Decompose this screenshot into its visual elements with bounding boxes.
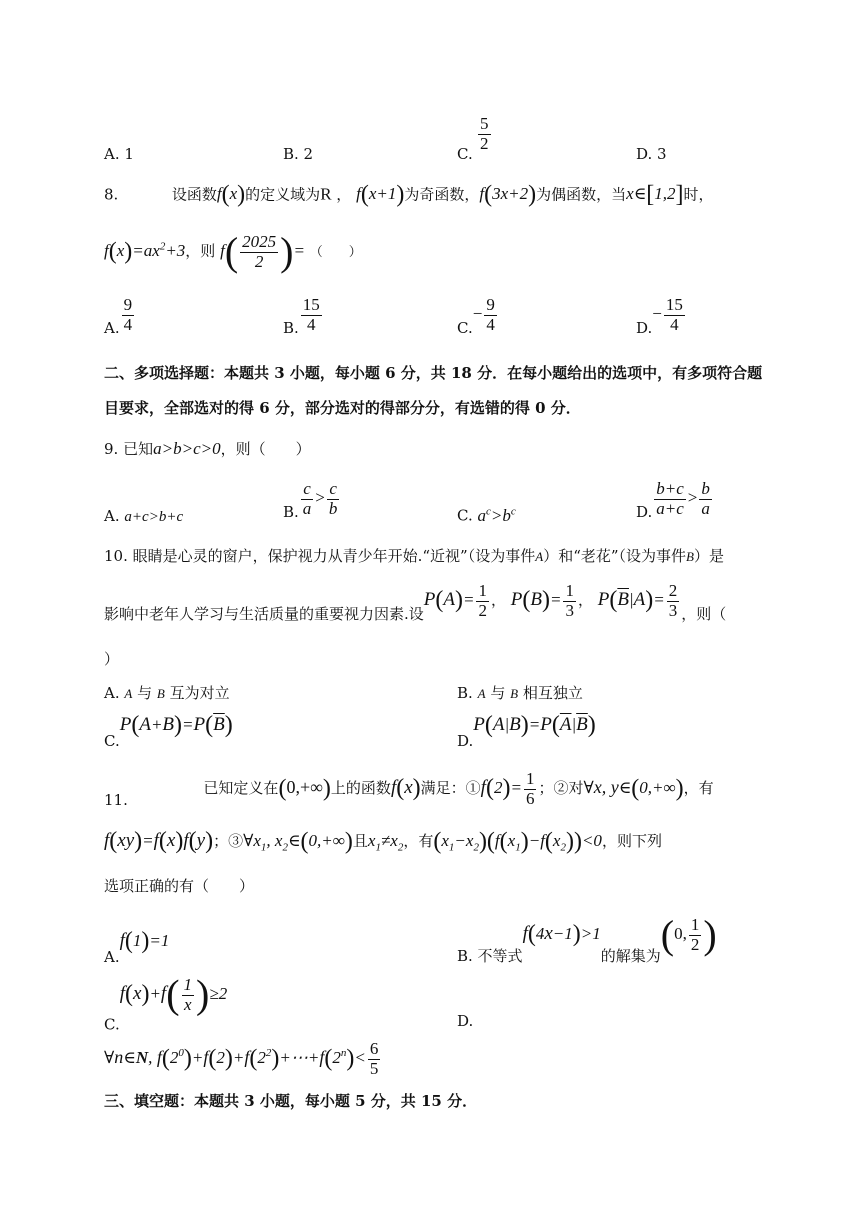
option-label: D. [636,503,653,522]
frac-den: 2 [480,133,489,153]
math-abc: a>b>c>0 [153,439,221,458]
q10-text: 相互独立 [522,684,583,702]
q8-text: ，则 [185,241,216,260]
q8-text: 为偶函数，当 [536,185,627,204]
q11-line2: f(xy)=f(x)f(y)；$③\forall x_1$, $x_2\in(0,+\infty)$且$x_1\ne x_2$，有$(x_1-x_2)(f(x_1)-f(x_2))<0$，则下列 [104,828,662,855]
q8-line1: 8. 设函数f(x)的定义域为R ， f(x+1)为奇函数，f(3x+2)为偶函数，当x∈[1,2]时， [104,182,714,208]
q9-text: 9. 已知 [104,440,154,458]
q10-line1: 10. 眼睛是心灵的窗户，保护视力从青少年开始.“近视”（设为事件A）和“老花”（设为事件B）是 [104,547,724,565]
frac-num: 9 [123,295,133,314]
math-f2025: f( $\frac{2025}{2}$ )= [220,229,305,274]
math-fx: f(x) [216,182,246,208]
option-label: A. [104,684,120,702]
frac-num: 5 [480,114,489,133]
section3-line1: 三、填空题：本题共 3 小题，每小题 5 分，共 15 分． [104,1092,478,1110]
q9-option-a: A. a+c>b+c [104,507,184,525]
frac-num: 9 [486,295,495,314]
q11-text: 上的函数 [330,779,391,798]
q7-option-a: A. 1 [104,145,134,163]
q11-option-d-formula: ∀n∈N, $f(2^0)+f(2)+f(2^2)+\cdots+f(2^n)<$ $\frac{6}{5}$ [104,1039,379,1078]
option-label: A. [104,319,120,338]
q11-option-a: A.f(1)=1 [104,928,170,966]
q9-stem [104,438,311,459]
q11-option-b: B. 不等式f(4x−1)>1的解集为(0, $\frac{1}{2}$ ) [457,912,717,965]
q11-text: ；②对 [538,779,584,798]
q7-option-b: B. 2 [283,145,314,163]
q8-number: 8. [104,185,119,204]
section2-line1: 二、多项选择题：本题共 3 小题，每小题 6 分，共 18 分．在每小题给出的选项中，有多项符合题 [104,364,763,382]
section2-line2: 目要求，全部选对的得 6 分，部分选对的得部分分，有选错的得 0 分． [104,399,581,417]
option-label: C. [457,319,473,338]
option-label: B. [283,319,299,338]
q10-text: ，则（ [681,605,727,624]
q11-line1: 11. 已知定义在(0,+∞)上的函数f(x)满足：①f(2)= $\frac{1}{6}$ ；②对∀x, y∈(0,+∞)，有 [104,769,714,810]
q8-option-a [104,296,136,337]
q11-text: 已知定义在 [203,779,279,798]
q9-option-c: C. $a^c>b^c$ [457,505,516,525]
q10-text: 10. 眼睛是心灵的窗户，保护视力从青少年开始.“近视”（设为事件 [104,547,536,565]
option-label: D. [636,319,653,338]
q10-text: ）是 [693,547,724,565]
q11-text: ；③ [213,831,244,850]
q11-number: 11. [104,791,128,810]
option-label: B. [283,503,299,522]
math-R: R [320,184,332,204]
q11-text: 且 [352,831,368,850]
q11-text: 满足：① [420,779,481,798]
option-label: C. [457,506,473,525]
q8-answer-paren: （ ） [309,244,362,260]
q8-option-d: D.− $\frac{15}{4}$ [636,295,683,338]
q8-text: 的定义域为 [245,185,321,204]
option-label: B. 不等式 [457,946,523,965]
math-interval: x∈[1,2] [626,182,684,208]
q7-option-d: D. 3 [636,145,667,163]
q8-option-c: C.− $\frac{9}{4}$ [457,295,495,338]
q11-option-d: D. [457,1012,474,1030]
q10-option-a: A. A 与 B 互为对立 [104,684,230,702]
q11-text: ，有 [683,779,714,798]
frac-den: 4 [307,314,316,334]
frac-num: 2025 [242,231,277,251]
q9-option-d: D. $\frac{b+c}{a+c}$ > $\frac{b}{a}$ [636,479,710,522]
q11-text: ，有 [403,831,434,850]
q10-line2: 影响中老年人学习与生活质量的重要视力因素.设P(A)= $\frac{1}{2}$ ， P(B)= $\frac{1}{3}$ ， $P(\overline{B}|A)=$ $\frac{2}{3}$ ，则（ [104,581,727,624]
frac-den: 2 [254,251,264,271]
q10-option-c: $C.P(A+B)=P(\overline{B})$ [104,712,233,750]
q10-option-d: $D.P(A|B)=P(\overline{A}|\overline{B})$ [457,712,596,750]
q10-text: 互为对立 [169,684,230,702]
frac-num: 15 [665,295,683,314]
option-label: D. [457,731,474,750]
q8-text: 为奇函数， [404,185,480,204]
q7-option-c-label: C. [457,145,473,163]
q8-option-b [283,296,324,337]
q10-text: ）和“老花”（设为事件 [543,547,687,565]
option-label: C. [104,1015,120,1034]
q8-line2 [104,229,362,274]
math-f3x2: f(3x+2) [479,182,537,208]
math-fx-def: $f(x)=ax^2+3$ [104,238,186,265]
option-label: A. [104,947,120,966]
q11-text: ，则下列 [601,831,662,850]
math-fx1: f(x+1) [356,182,405,208]
q10-text: 与 [137,684,153,702]
q11-line3: 选项正确的有（ ） [104,877,255,895]
q10-option-b: B. A 与 B 相互独立 [457,684,583,702]
frac-num: 15 [302,295,320,314]
q10-line3: ） [104,650,120,668]
q11-text: 的解集为 [600,946,661,965]
q9-option-b: B. $\frac{c}{a}$ > $\frac{c}{b}$ [283,479,338,522]
frac-den: 4 [123,314,133,334]
q8-text: 设函数 [171,185,217,204]
q7-option-c-frac [476,115,493,153]
q8-text: 时， [683,185,714,204]
option-label: C. [104,731,120,750]
frac-den: 4 [670,314,679,334]
q9-text: ，则（ ） [220,440,311,458]
q10-text: 影响中老年人学习与生活质量的重要视力因素.设 [104,605,424,624]
option-label: B. [457,684,473,702]
q11-option-c: C.f(x)+f( $\frac{1}{x}$ )≥2 [104,972,228,1034]
frac-den: 4 [486,314,495,334]
q10-text: 与 [490,684,506,702]
option-label: A. [104,507,120,525]
